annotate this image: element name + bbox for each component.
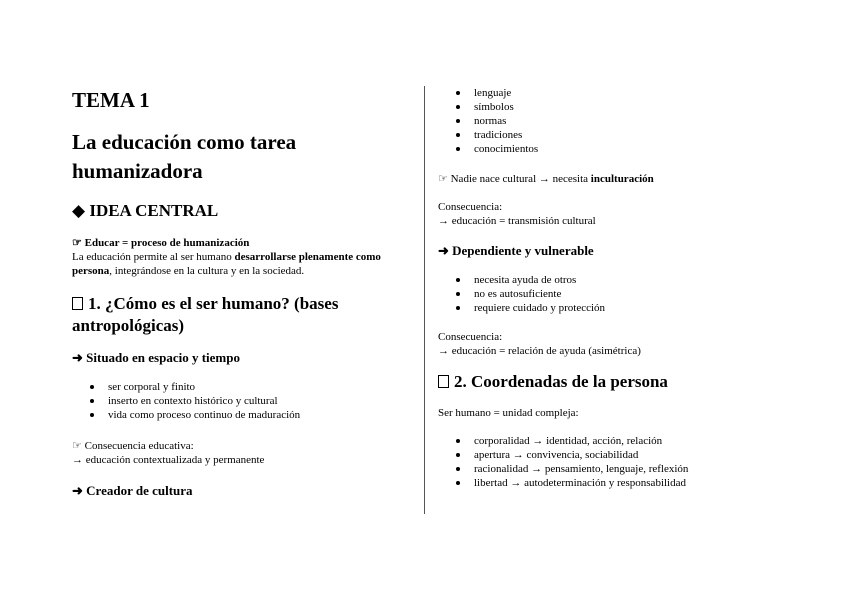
consequence-text: → educación = relación de ayuda (asimétrica) <box>438 345 641 357</box>
definition-text: La educación permite al ser humano desarrollarse plenamente como persona, integrándose en la cultura y en la sociedad. <box>72 251 381 277</box>
bullet-icon <box>456 278 460 282</box>
coordinates-list <box>474 434 688 490</box>
bullet-icon <box>456 467 460 471</box>
bullet-icon <box>456 439 460 443</box>
title-line-2: humanizadora <box>72 159 203 183</box>
list-item: racionalidad → pensamiento, lenguaje, reflexión <box>474 462 688 476</box>
bullet-icon <box>456 306 460 310</box>
list-item: tradiciones <box>474 128 538 142</box>
consequence-text: → educación contextualizada y permanente <box>72 454 265 466</box>
bullet-icon <box>456 292 460 296</box>
bullet-icon <box>456 453 460 457</box>
column-divider <box>424 86 425 514</box>
bullet-icon <box>456 133 460 137</box>
idea-central-heading: ◆ IDEA CENTRAL <box>72 201 219 220</box>
bullet-icon <box>456 147 460 151</box>
consequence-label: Consecuencia: <box>438 331 503 343</box>
checkbox-icon <box>72 297 83 310</box>
list-item: requiere cuidado y protección <box>474 301 605 315</box>
title-line-1: La educación como tarea <box>72 130 297 154</box>
bullet-icon <box>90 399 94 403</box>
definition-label: ☞ Educar = proceso de humanización <box>72 237 250 249</box>
subsection-dependiente: ➜ Dependiente y vulnerable <box>438 243 594 258</box>
list-item: normas <box>474 114 538 128</box>
checkbox-icon <box>438 375 449 388</box>
tema-heading: TEMA 1 <box>72 88 150 112</box>
subsection-situado: ➜ Situado en espacio y tiempo <box>72 350 240 365</box>
subsection-creador: ➜ Creador de cultura <box>72 483 193 498</box>
bullet-icon <box>90 413 94 417</box>
culture-list <box>474 86 538 156</box>
page-title <box>72 128 296 186</box>
intro-text: Ser humano = unidad compleja: <box>438 407 579 419</box>
list-item: apertura → convivencia, sociabilidad <box>474 448 688 462</box>
consequence-label: Consecuencia: <box>438 201 503 213</box>
nadie-nace-line: ☞ Nadie nace cultural → necesita inculturación <box>438 173 654 185</box>
bullet-icon <box>456 105 460 109</box>
section-2-title: 2. Coordenadas de la persona <box>438 371 668 393</box>
consequence-label: ☞ Consecuencia educativa: <box>72 440 194 452</box>
list-item: ser corporal y finito <box>108 380 300 394</box>
situado-list <box>108 380 300 422</box>
bullet-icon <box>456 91 460 95</box>
list-item: corporalidad → identidad, acción, relación <box>474 434 688 448</box>
list-item: necesita ayuda de otros <box>474 273 605 287</box>
list-item: inserto en contexto histórico y cultural <box>108 394 300 408</box>
bullet-icon <box>90 385 94 389</box>
bullet-icon <box>456 119 460 123</box>
consequence-text: → educación = transmisión cultural <box>438 215 596 227</box>
list-item: vida como proceso continuo de maduración <box>108 408 300 422</box>
bullet-icon <box>456 481 460 485</box>
list-item: no es autosuficiente <box>474 287 605 301</box>
section-1-title: 1. ¿Cómo es el ser humano? (bases antropológicas) <box>72 294 339 335</box>
list-item: conocimientos <box>474 142 538 156</box>
list-item: lenguaje <box>474 86 538 100</box>
list-item: libertad → autodeterminación y responsabilidad <box>474 476 688 490</box>
dependiente-list <box>474 273 605 315</box>
list-item: símbolos <box>474 100 538 114</box>
